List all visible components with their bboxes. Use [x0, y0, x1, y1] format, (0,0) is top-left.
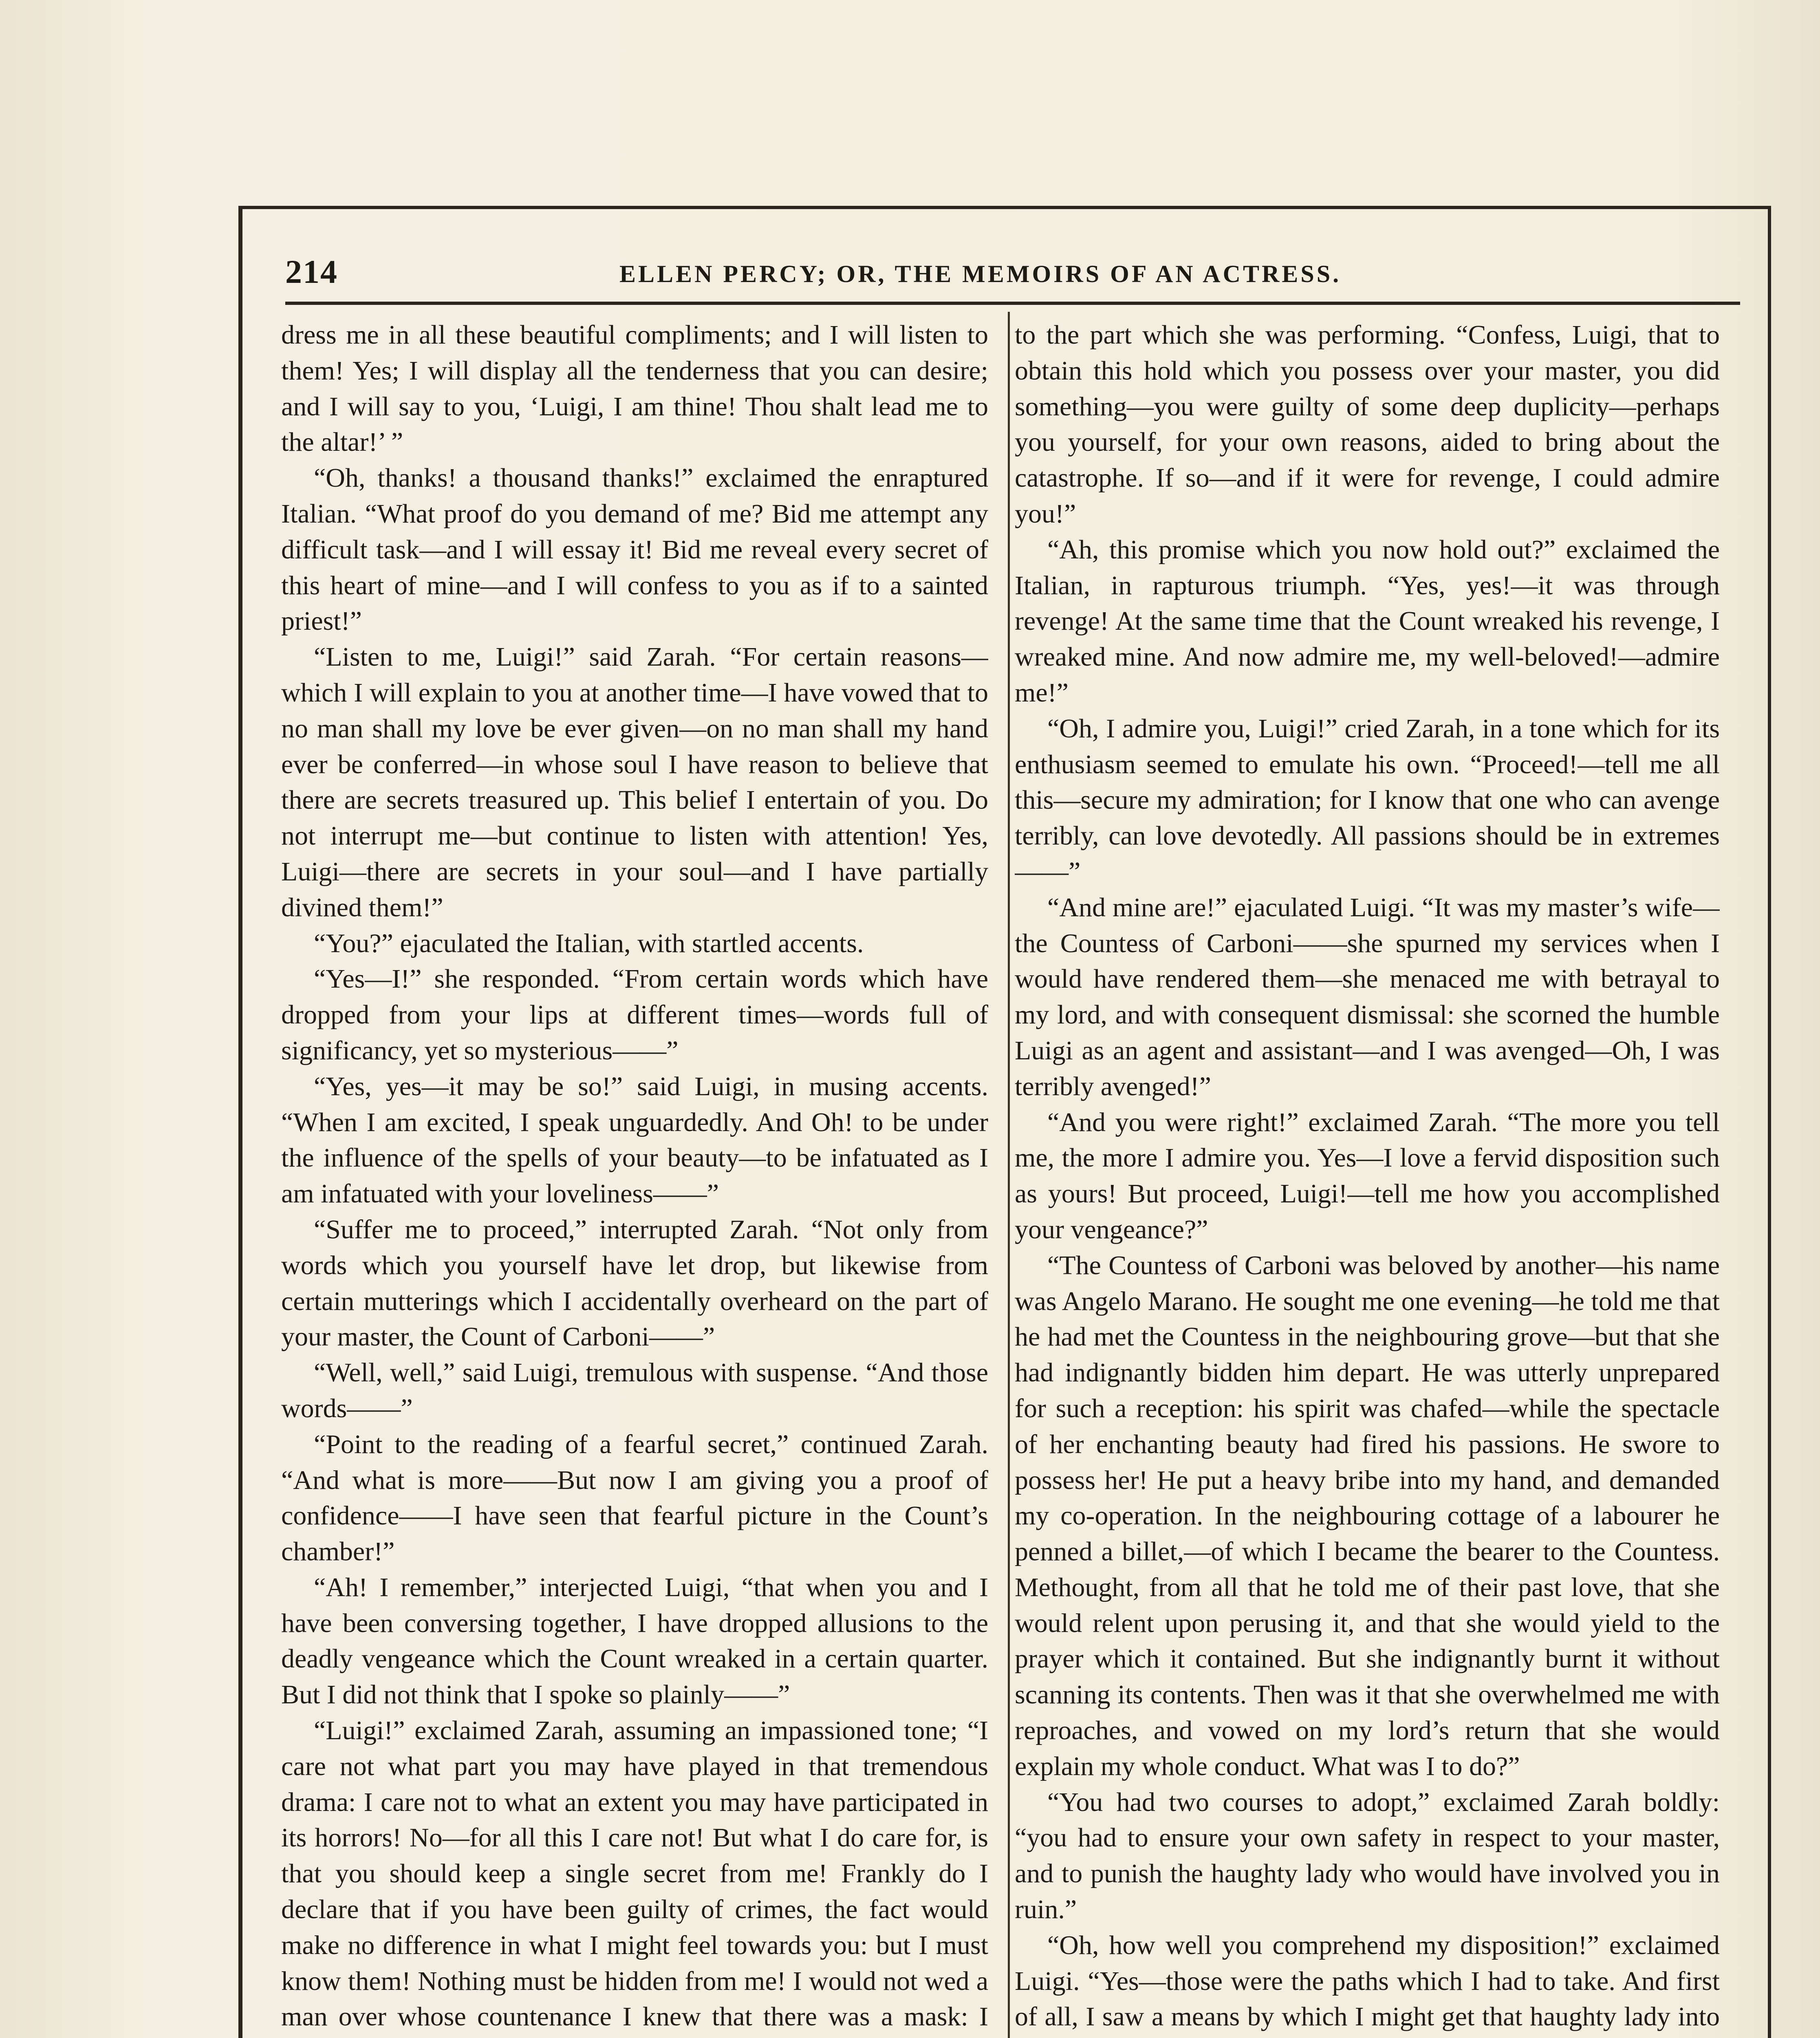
paragraph: dress me in all these beautiful compliments; and I will listen to them! Yes; I will display all the tenderness that you can desire; and I will say to you, ‘Luigi, I am thine! Thou shalt lead me to the altar!’ ” — [281, 320, 988, 457]
page-frame-right — [1768, 206, 1771, 2038]
column-divider — [1008, 312, 1010, 2038]
paragraph: “Oh, I admire you, Luigi!” cried Zarah, in a tone which for its enthusiasm seemed to emulate his own. “Proceed!—tell me all this—secure my admiration; for I know that one who can avenge terribly, can love devotedly. All passions should be in extremes——” — [1015, 713, 1720, 887]
paragraph: “Suffer me to proceed,” interrupted Zarah. “Not only from words which you yourself have let drop, but likewise from certain mutterings which I accidentally overheard on the part of your master, the Count of Carboni——” — [281, 1214, 988, 1352]
page-frame-left — [238, 206, 242, 2038]
right-column — [1015, 317, 1720, 2038]
paragraph: “Oh, how well you comprehend my disposition!” exclaimed Luigi. “Yes—those were the paths which I had to take. And first of all, I saw a means by which I might get that haughty lady into — [1015, 1930, 1720, 2032]
left-column — [281, 317, 988, 2038]
paragraph: “Point to the reading of a fearful secret,” continued Zarah. “And what is more——But now I am giving you a proof of confidence——I have seen that fearful picture in the Count’s chamber!” — [281, 1429, 988, 1567]
running-title: ELLEN PERCY; OR, THE MEMOIRS OF AN ACTRESS. — [619, 260, 1342, 287]
paragraph: “And you were right!” exclaimed Zarah. “The more you tell me, the more I admire you. Yes—I love a fervid disposition such as yours! But proceed, Luigi!—tell me how you accomplished your vengeance?” — [1015, 1107, 1720, 1244]
paragraph: “Yes—I!” she responded. “From certain words which have dropped from your lips at different times—words full of significancy, yet so mysterious——” — [281, 964, 988, 1065]
paragraph: “And mine are!” ejaculated Luigi. “It was my master’s wife—the Countess of Carboni——she spurned my services when I would have rendered them—she menaced me with betrayal to my lord, and with consequent dismissal: she scorned the humble Luigi as an agent and assistant—and I was avenged—Oh, I was terribly avenged!” — [1015, 892, 1720, 1101]
paragraph: “Luigi!” exclaimed Zarah, assuming an impassioned tone; “I care not what part you may have played in that tremendous drama: I care not to what an extent you may have participated in its horrors! No—for all this I care not! But what I do care for, is that you should keep a single secret from me! Frankly do I declare that if you have been guilty of crimes, the fact would make no difference in what I might feel towards you: but I must know them! Nothing must be hidden from me! I would not wed a man over whose countenance I knew that there was a mask: I — [281, 1716, 988, 2032]
paragraph: “Yes, yes—it may be so!” said Luigi, in musing accents. “When I am excited, I speak unguardedly. And Oh! to be under the influence of the spells of your beauty—to be infatuated as I am infatuated with your loveliness——” — [281, 1071, 988, 1209]
running-head — [285, 253, 1736, 298]
paragraph: “You?” ejaculated the Italian, with startled accents. — [314, 928, 864, 958]
paragraph: “The Countess of Carboni was beloved by another—his name was Angelo Marano. He sought me one evening—he told me that he had met the Countess in the neighbouring grove—but that she had indignantly bidden him depart. He was utterly unprepared for such a reception: his spirit was chafed—while the spectacle of her enchanting beauty had fired his passions. He swore to possess her! He put a heavy bribe into my hand, and demanded my co-operation. In the neighbouring cottage of a labourer he penned a billet,—of which I became the bearer to the Countess. Methought, from all that he told me of their past love, that she would relent upon perusing it, and that she would yield to the prayer which it contained. But she indignantly burnt it without scanning its contents. Then was it that she overwhelmed me with reproaches, and vowed on my lord’s return that she would explain my whole conduct. What was I to do?” — [1015, 1250, 1720, 1781]
paragraph: “Ah! I remember,” interjected Luigi, “that when you and I have been conversing together, I have dropped allusions to the deadly vengeance which the Count wreaked in a certain quarter. But I did not think that I spoke so plainly——” — [281, 1572, 988, 1710]
header-rule — [285, 302, 1740, 305]
paragraph: “You had two courses to adopt,” exclaimed Zarah boldly: “you had to ensure your own safety in respect to your master, and to punish the haughty lady who would have involved you in ruin.” — [1015, 1787, 1720, 1925]
paragraph: “Well, well,” said Luigi, tremulous with suspense. “And those words——” — [281, 1358, 988, 1423]
paragraph: “Listen to me, Luigi!” said Zarah. “For certain reasons—which I will explain to you at another time—I have vowed that to no man shall my love be ever given—on no man shall my hand ever be conferred—in whose soul I have reason to believe that there are secrets treasured up. This belief I entertain of you. Do not interrupt me—but continue to listen with attention! Yes, Luigi—there are secrets in your soul—and I have partially divined them!” — [281, 642, 988, 922]
paragraph: “Oh, thanks! a thousand thanks!” exclaimed the enraptured Italian. “What proof do you demand of me? Bid me attempt any difficult task—and I will essay it! Bid me reveal every secret of this heart of mine—and I will confess to you as if to a sainted priest!” — [281, 463, 988, 636]
paragraph: “Ah, this promise which you now hold out?” exclaimed the Italian, in rapturous triumph. “Yes, yes!—it was through revenge! At the same time that the Count wreaked his revenge, I wreaked mine. And now admire me, my well-beloved!—admire me!” — [1015, 534, 1720, 708]
page-number: 214 — [285, 253, 338, 290]
page-frame-top — [238, 206, 1771, 209]
paragraph: to the part which she was performing. “Confess, Luigi, that to obtain this hold which you possess over your master, you did something—you were guilty of some deep duplicity—perhaps you yourself, for your own reasons, aided to bring about the catastrophe. If so—and if it were for revenge, I could admire you!” — [1015, 320, 1720, 529]
